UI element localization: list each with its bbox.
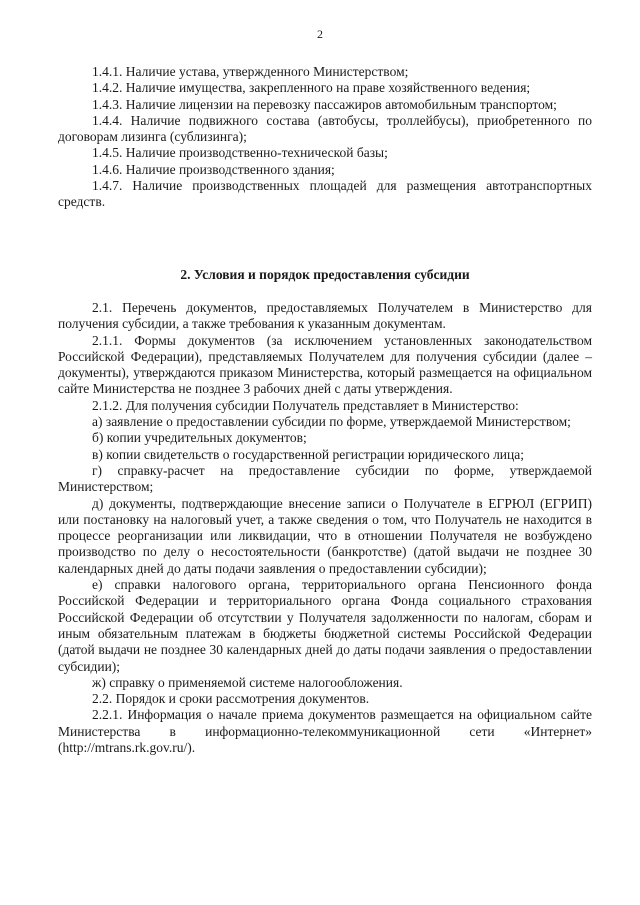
list-item-zh: ж) справку о применяемой системе налогообложения. <box>92 674 403 690</box>
section-2-body <box>58 300 592 756</box>
paragraph-1-4-7: 1.4.7. Наличие производственных площадей для размещения автотранспортных средств. <box>58 178 592 210</box>
list-item-d: д) документы, подтверждающие внесение записи о Получателе в ЕГРЮЛ (ЕГРИП) или постановку на налоговый учет, а также сведения о том, что Получатель не находится в процессе реорганизации или ликвидации, что в отношении Получателя не возбуждено производство по делу о несостоятельности (банкротстве) (датой выдачи не позднее 30 календарных дней до даты подачи заявления о предоставлении субсидии); <box>58 495 592 576</box>
list-item-v: в) копии свидетельств о государственной регистрации юридического лица; <box>92 446 524 462</box>
paragraph-1-4-5: 1.4.5. Наличие производственно-технической базы; <box>92 145 388 161</box>
paragraph-1-4-6: 1.4.6. Наличие производственного здания; <box>92 161 335 177</box>
list-item-e: е) справки налогового органа, территориального органа Пенсионного фонда Российской Федерации и территориального органа Фонда социального страхования Российской Федерации об отсутствии у Получателя задолженности по налогам, сборам и иным обязательным платежам в бюджеты бюджетной системы Российской Федерации (датой выдачи не позднее 30 календарных дней до даты подачи заявления о предоставлении субсидии); <box>58 577 592 674</box>
paragraph-1-4-2: 1.4.2. Наличие имущества, закрепленного на праве хозяйственного ведения; <box>92 80 531 96</box>
section-1-list <box>58 64 592 211</box>
paragraph-2-2: 2.2. Порядок и сроки рассмотрения документов. <box>92 691 370 707</box>
page-number: 2 <box>317 27 323 41</box>
list-item-a: а) заявление о предоставлении субсидии по форме, утверждаемой Министерством; <box>92 414 571 430</box>
paragraph-1-4-4: 1.4.4. Наличие подвижного состава (автобусы, троллейбусы), приобретенного по договорам лизинга (сублизинга); <box>58 112 592 145</box>
section-2-heading: 2. Условия и порядок предоставления субсидии <box>180 267 470 282</box>
paragraph-2-1-2: 2.1.2. Для получения субсидии Получатель представляет в Министерство: <box>92 397 519 413</box>
paragraph-1-4-1: 1.4.1. Наличие устава, утвержденного Министерством; <box>92 64 409 79</box>
paragraph-1-4-3: 1.4.3. Наличие лицензии на перевозку пассажиров автомобильным транспортом; <box>92 96 557 112</box>
paragraph-2-2-1: 2.2.1. Информация о начале приема документов размещается на официальном сайте Министерства в информационно-телекоммуникационной сети «Интернет» (http://mtrans.rk.gov.ru/). <box>58 707 592 756</box>
list-item-g: г) справку-расчет на предоставление субсидии по форме, утверждаемой Министерством; <box>58 462 592 495</box>
paragraph-2-1-1: 2.1.1. Формы документов (за исключением установленных законодательством Российской Федерации), представляемых Получателем для получения субсидии (далее – документы), утверждаются приказом Министерства, который размещается на официальном сайте Министерства не позднее 3 рабочих дней с даты утверждения. <box>58 332 592 397</box>
paragraph-2-1: 2.1. Перечень документов, предоставляемых Получателем в Министерство для получения субсидии, а также требования к указанным документам. <box>58 300 592 332</box>
list-item-b: б) копии учредительных документов; <box>92 430 307 446</box>
